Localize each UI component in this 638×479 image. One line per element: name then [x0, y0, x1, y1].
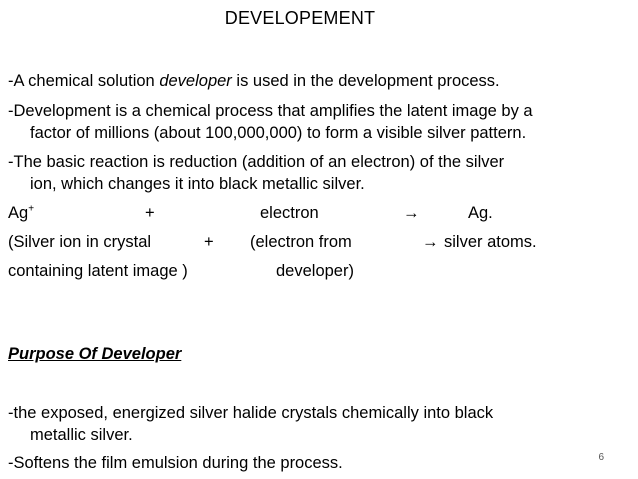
paragraph-reaction-line-1: -The basic reaction is reduction (addition of an electron) of the silver [8, 153, 505, 171]
paragraph-development-line-2: factor of millions (about 100,000,000) to form a visible silver pattern. [30, 124, 527, 142]
section-heading: Purpose Of Developer [8, 345, 182, 363]
eq-ag: Ag+ [8, 203, 35, 222]
eq-developer: developer) [276, 262, 354, 280]
arrow-icon: → [422, 233, 439, 251]
paragraph-emulsion: -Softens the film emulsion during the process. [8, 454, 343, 472]
paragraph-development-line-1: -Development is a chemical process that amplifies the latent image by a [8, 102, 533, 120]
paragraph-purpose-line-2: metallic silver. [30, 426, 133, 444]
eq-latent-image: containing latent image ) [8, 262, 188, 280]
text-segment: is used in the development process. [231, 72, 500, 90]
eq-ag-result: Ag. [468, 204, 493, 222]
eq-ag-charge: + [28, 203, 35, 215]
eq-plus: + [204, 233, 214, 251]
emphasis-developer: developer [159, 72, 232, 90]
page-number: 6 [598, 452, 604, 463]
eq-silver-ion: (Silver ion in crystal [8, 233, 152, 251]
paragraph-developer [8, 70, 500, 92]
slide-title: DEVELOPEMENT [224, 8, 376, 28]
eq-electron: electron [260, 204, 319, 222]
paragraph-reaction-line-2: ion, which changes it into black metallic silver. [30, 175, 365, 193]
arrow-icon: → [403, 204, 420, 222]
text-segment: -A chemical solution [8, 72, 160, 90]
eq-plus: + [145, 204, 155, 222]
eq-electron-from: (electron from [250, 233, 352, 251]
paragraph-purpose-line-1: -the exposed, energized silver halide crystals chemically into black [8, 404, 494, 422]
eq-silver-atoms: silver atoms. [444, 233, 537, 251]
